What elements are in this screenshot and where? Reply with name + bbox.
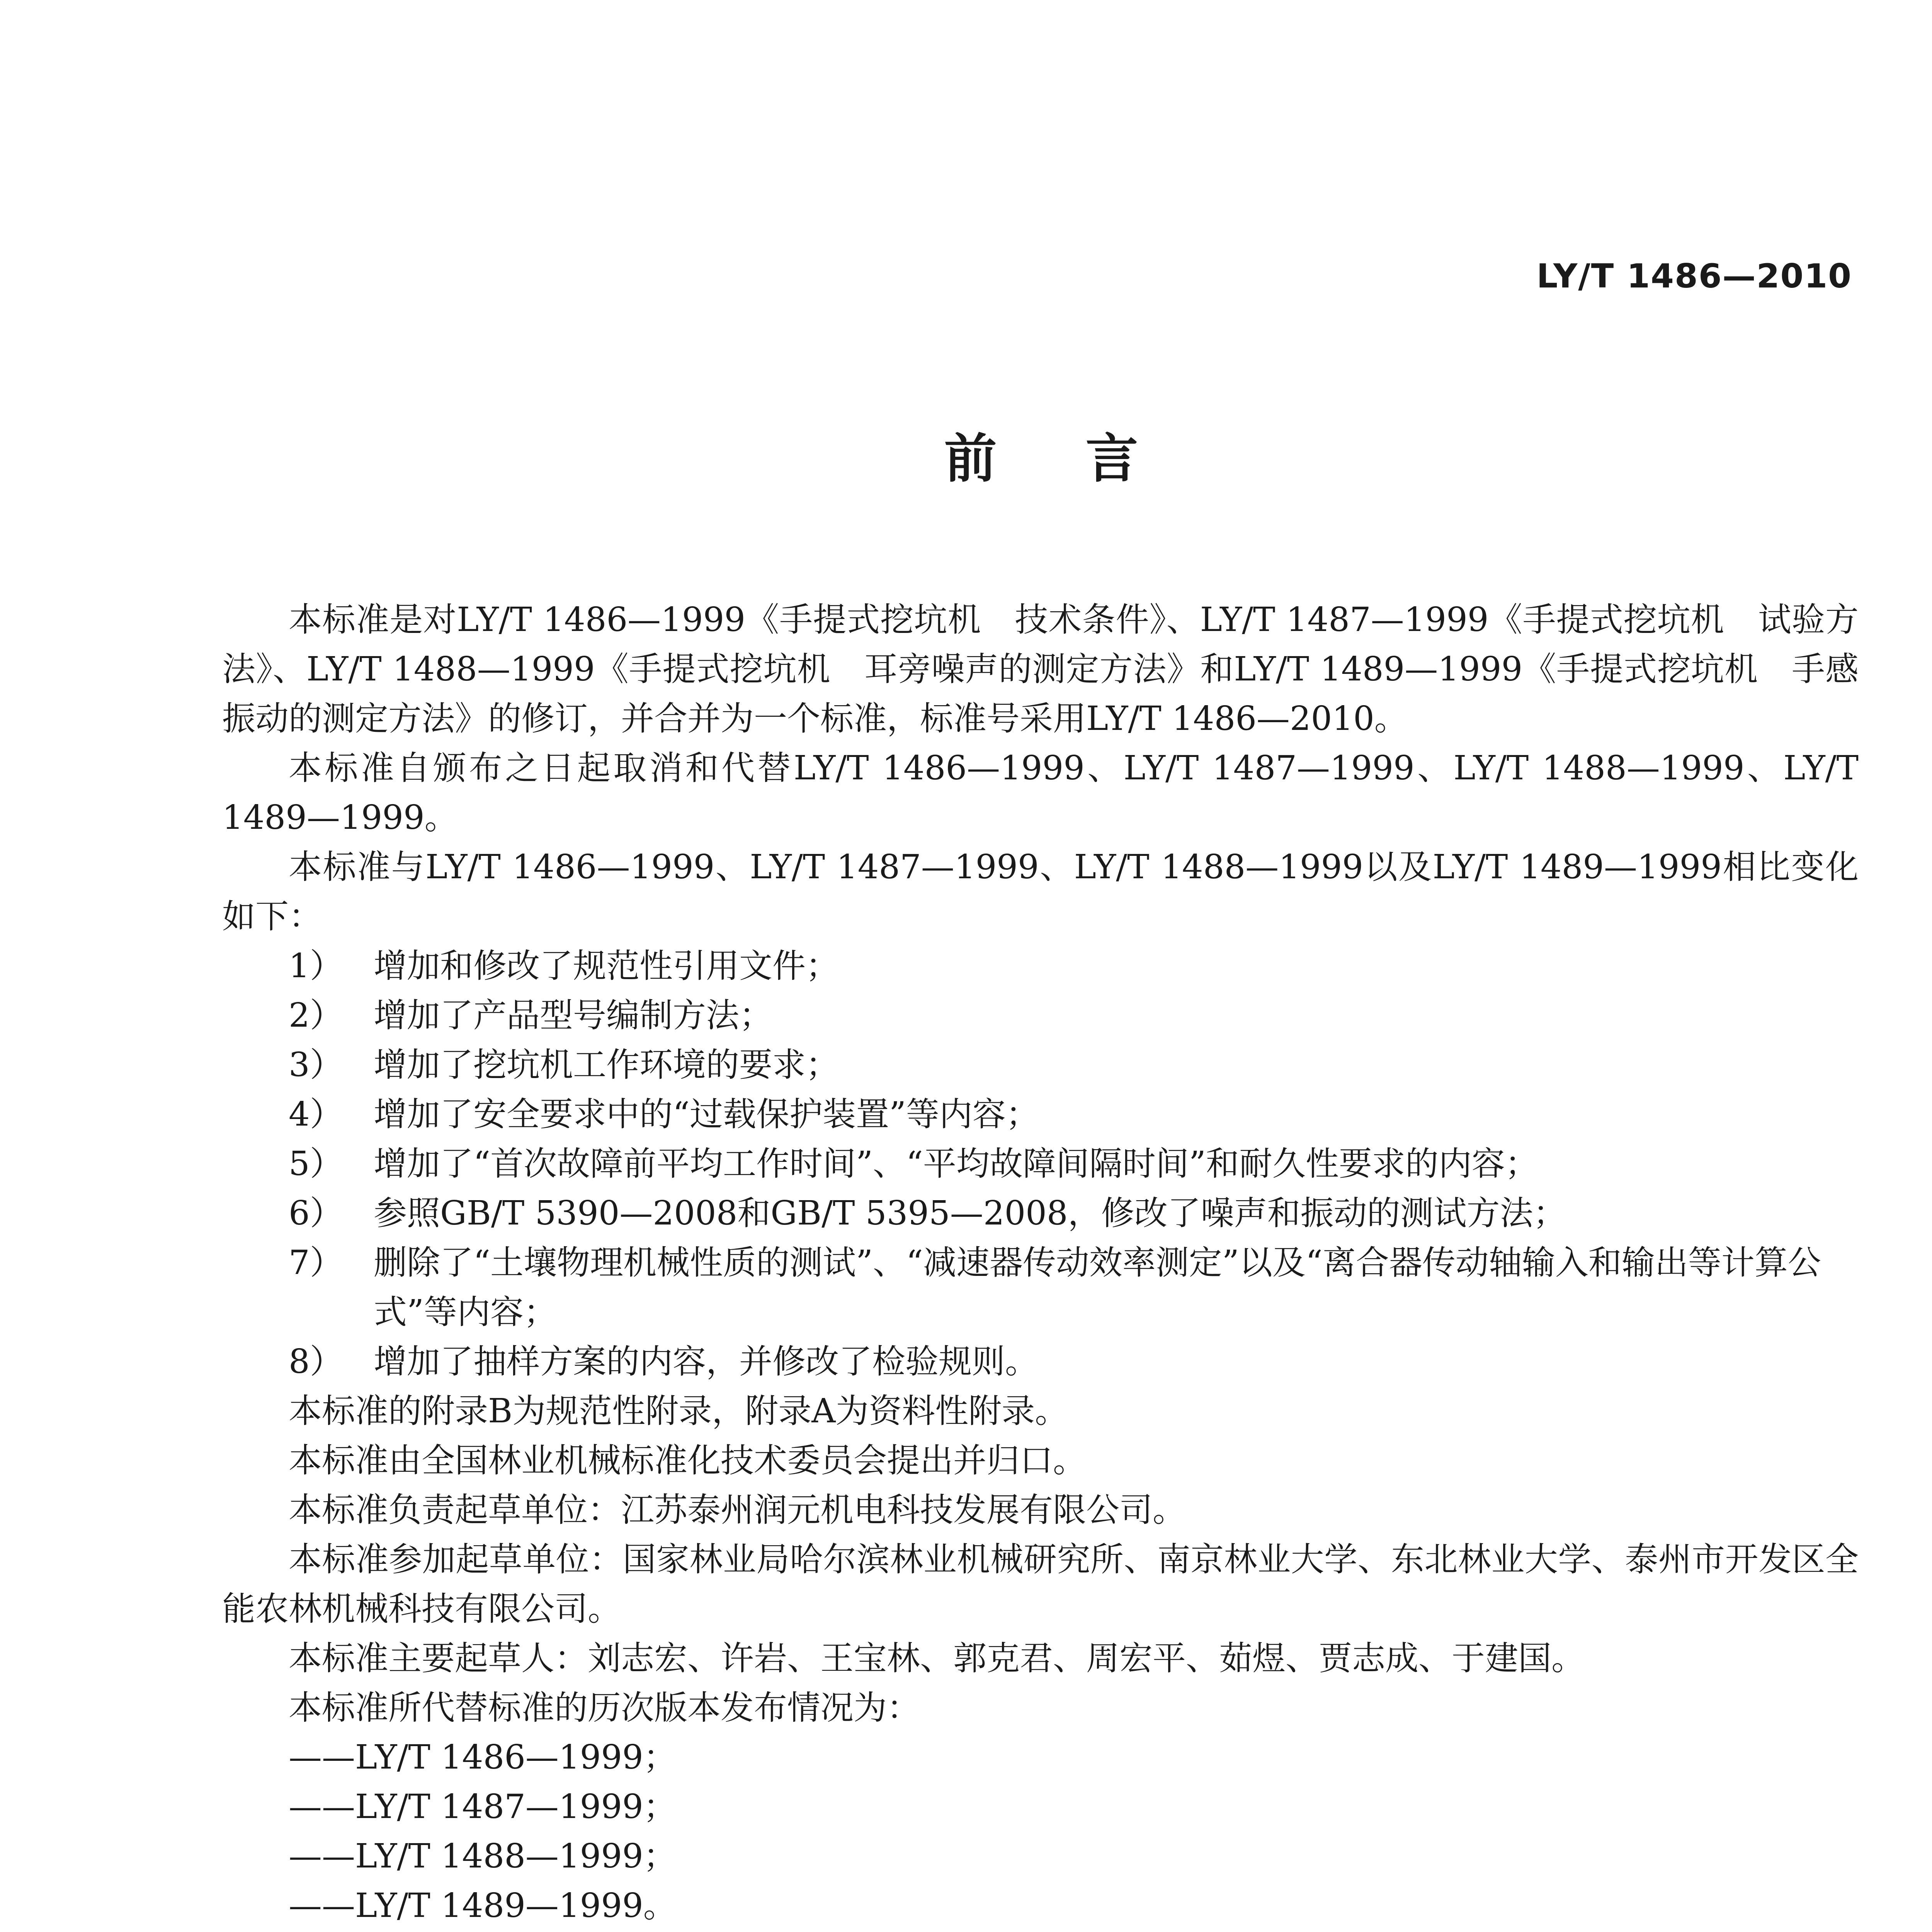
list-item — [222, 1238, 1859, 1337]
intro-paragraph-changes: 本标准与LY/T 1486—1999、LY/T 1487—1999、LY/T 1488—1999以及LY/T 1489—1999相比变化如下： — [222, 848, 1859, 936]
list-item-text: 参照GB/T 5390—2008和GB/T 5395—2008，修改了噪声和振动的测试方法； — [374, 1194, 1566, 1233]
lead-drafting-unit: 本标准负责起草单位：江苏泰州润元机电科技发展有限公司。 — [289, 1491, 1186, 1529]
list-item — [222, 991, 1859, 1040]
committee-note: 本标准由全国林业机械标准化技术委员会提出并归口。 — [289, 1441, 1086, 1480]
intro-paragraph-revision: 本标准是对LY/T 1486—1999《手提式挖坑机 技术条件》、LY/T 1487—1999《手提式挖坑机 试验方法》、LY/T 1488—1999《手提式挖坑机 耳旁噪声的测定方法》和LY/T 1489—1999《手提式挖坑机 手感振动的测定方法》的修订，并合并为一个标准，标准号采用LY/T 1486—2010。 — [222, 600, 1859, 738]
list-item-text: 增加和修改了规范性引用文件； — [374, 947, 839, 985]
standard-number-header: LY/T 1486—2010 — [1536, 257, 1852, 296]
list-item-number: 6） — [289, 1194, 343, 1233]
list-item — [222, 1090, 1859, 1139]
page-title: 前言 — [944, 429, 1227, 490]
list-item — [222, 1189, 1859, 1238]
list-item — [222, 1040, 1859, 1090]
document-body — [222, 595, 1859, 1930]
list-item — [222, 1337, 1859, 1386]
replaced-version: ——LY/T 1489—1999。 — [289, 1886, 677, 1925]
list-item — [222, 941, 1859, 991]
intro-paragraph-replacement: 本标准自颁布之日起取消和代替LY/T 1486—1999、LY/T 1487—1999、LY/T 1488—1999、LY/T 1489—1999。 — [222, 749, 1859, 837]
changes-list — [222, 941, 1859, 1386]
list-item-number: 7） — [289, 1243, 343, 1282]
main-drafters: 本标准主要起草人：刘志宏、许岩、王宝林、郭克君、周宏平、茹煜、贾志成、于建国。 — [289, 1639, 1585, 1678]
list-item-text: 增加了挖坑机工作环境的要求； — [374, 1046, 839, 1084]
list-item-text: 增加了抽样方案的内容，并修改了检验规则。 — [374, 1342, 1038, 1381]
list-item-number: 4） — [289, 1095, 343, 1134]
replaced-version: ——LY/T 1486—1999； — [289, 1738, 677, 1777]
list-item-text: 增加了安全要求中的“过载保护装置”等内容； — [374, 1095, 1039, 1134]
list-item-text: 增加了产品型号编制方法； — [374, 996, 772, 1035]
replaced-version: ——LY/T 1487—1999； — [289, 1787, 677, 1826]
replaced-version: ——LY/T 1488—1999； — [289, 1837, 677, 1876]
appendix-note: 本标准的附录B为规范性附录，附录A为资料性附录。 — [289, 1392, 1068, 1430]
list-item-number: 2） — [289, 996, 343, 1035]
list-item-number: 8） — [289, 1342, 343, 1381]
list-item-number: 5） — [289, 1145, 343, 1183]
list-item-text: 删除了“土壤物理机械性质的测试”、“减速器传动效率测定”以及“离合器传动轴输入和输出等计算公式”等内容； — [374, 1243, 1821, 1332]
participating-drafting-units: 本标准参加起草单位：国家林业局哈尔滨林业机械研究所、南京林业大学、东北林业大学、泰州市开发区全能农林机械科技有限公司。 — [222, 1540, 1859, 1628]
list-item-number: 3） — [289, 1046, 343, 1084]
list-item-text: 增加了“首次故障前平均工作时间”、“平均故障间隔时间”和耐久性要求的内容； — [374, 1145, 1538, 1183]
list-item — [222, 1139, 1859, 1189]
list-item-number: 1） — [289, 947, 343, 985]
version-history-intro: 本标准所代替标准的历次版本发布情况为： — [289, 1689, 920, 1727]
